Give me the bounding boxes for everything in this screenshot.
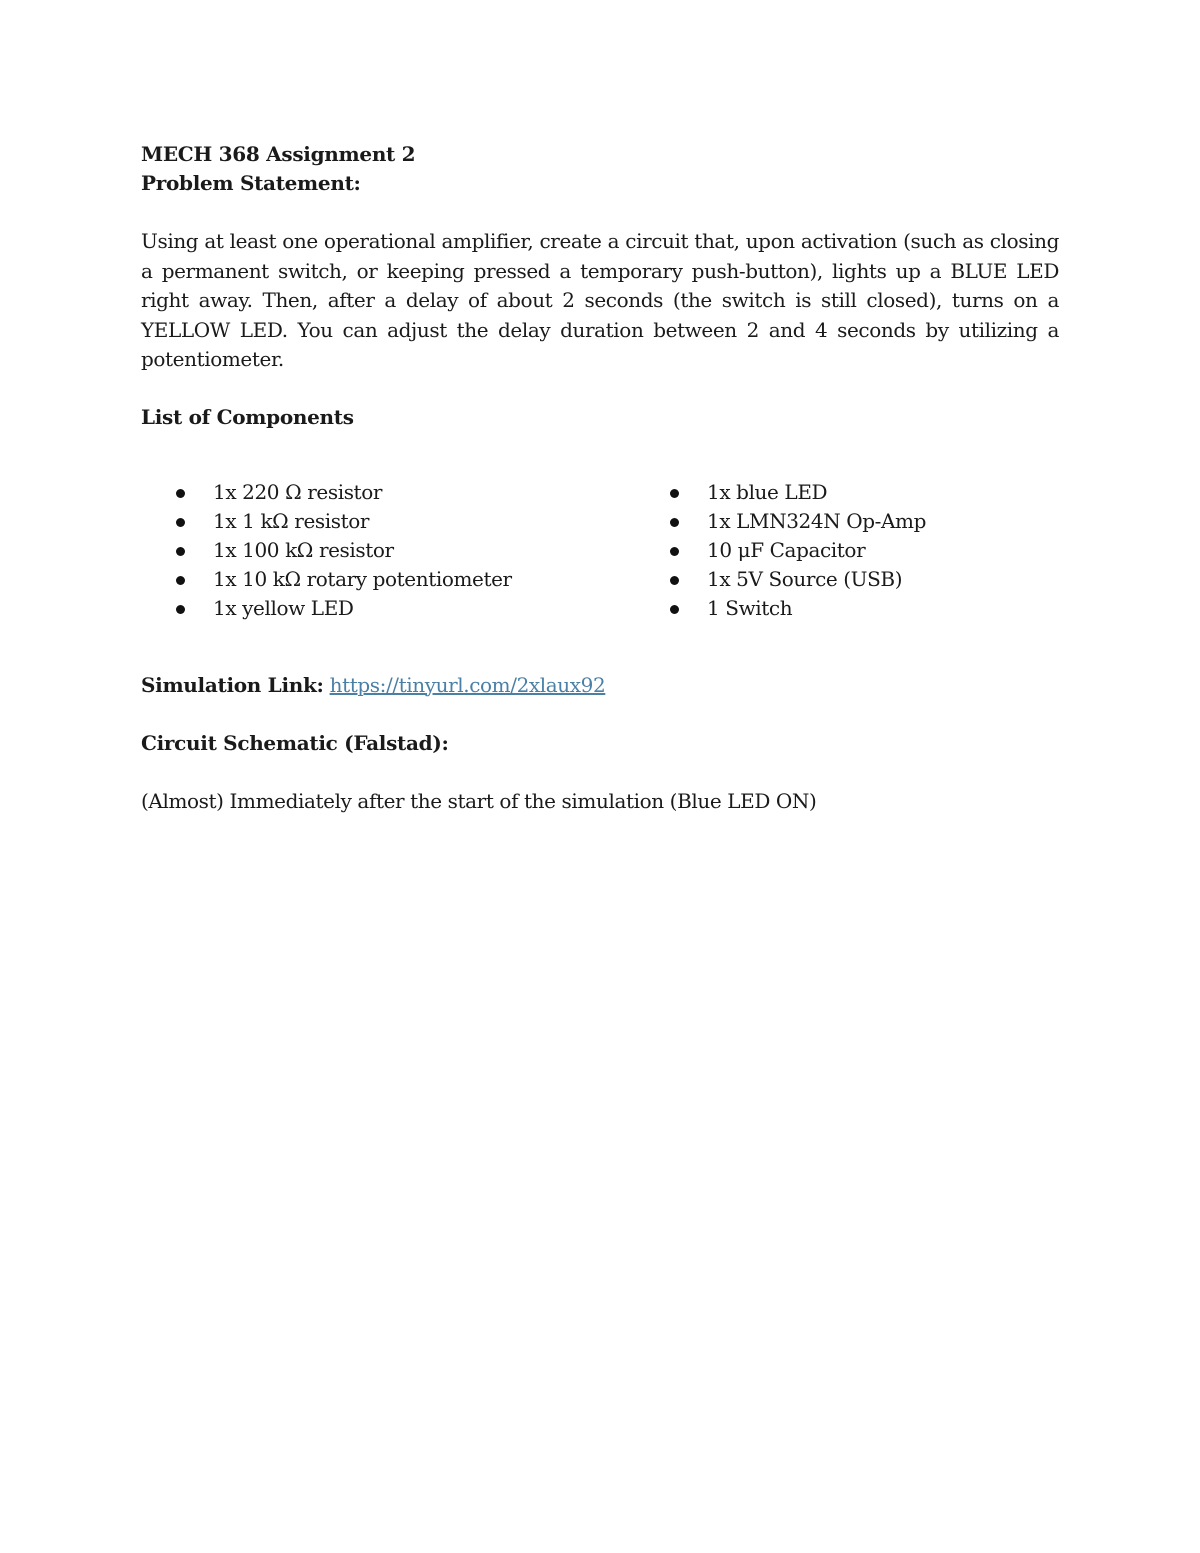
bullet-icon (176, 518, 185, 527)
simulation-link[interactable]: https://tinyurl.com/2xlaux92 (329, 672, 606, 697)
problem-statement-text: Using at least one operational amplifier, create a circuit that, upon activation (such as closing a permanent switch, or keeping pressed a temporary push-button), lights up a BLUE LED right away. Then, after a delay of about 2 seconds (the switch is still closed), turns on a YELLOW LED. You can adjust the delay duration between 2 and 4 seconds by utilizing a potentiometer. (141, 229, 1059, 371)
components-column-right (635, 478, 1055, 623)
component-label: 10 μF Capacitor (707, 537, 866, 562)
components-heading: List of Components (141, 404, 354, 429)
problem-statement-heading: Problem Statement: (141, 171, 361, 195)
bullet-icon (176, 547, 185, 556)
schematic-caption: (Almost) Immediately after the start of the simulation (Blue LED ON) (141, 788, 817, 813)
component-label: 1x 5V Source (USB) (707, 566, 903, 591)
component-label: 1x 220 Ω resistor (213, 479, 382, 504)
bullet-icon (176, 605, 185, 614)
list-item (141, 565, 635, 594)
list-item (635, 507, 1055, 536)
component-label: 1x 1 kΩ resistor (213, 508, 370, 533)
component-label: 1x 100 kΩ resistor (213, 537, 394, 562)
list-item (635, 594, 1055, 623)
list-item (141, 507, 635, 536)
bullet-icon (176, 576, 185, 585)
bullet-icon (670, 518, 679, 527)
list-item (635, 478, 1055, 507)
bullet-icon (670, 576, 679, 585)
bullet-icon (670, 605, 679, 614)
simulation-link-line (141, 671, 1059, 700)
component-label: 1 Switch (707, 595, 793, 620)
components-column-left (141, 478, 635, 623)
component-label: 1x 10 kΩ rotary potentiometer (213, 566, 512, 591)
component-label: 1x LMN324N Op-Amp (707, 508, 927, 533)
bullet-icon (176, 489, 185, 498)
schematic-heading: Circuit Schematic (Falstad): (141, 730, 449, 755)
document-title: MECH 368 Assignment 2 (141, 142, 416, 166)
components-list (141, 478, 1059, 623)
list-item (141, 478, 635, 507)
bullet-icon (670, 489, 679, 498)
bullet-icon (670, 547, 679, 556)
component-label: 1x yellow LED (213, 595, 354, 620)
simulation-link-label: Simulation Link: (141, 672, 324, 697)
list-item (635, 536, 1055, 565)
list-item (141, 536, 635, 565)
list-item (141, 594, 635, 623)
component-label: 1x blue LED (707, 479, 828, 504)
list-item (635, 565, 1055, 594)
document-page (141, 140, 1059, 816)
